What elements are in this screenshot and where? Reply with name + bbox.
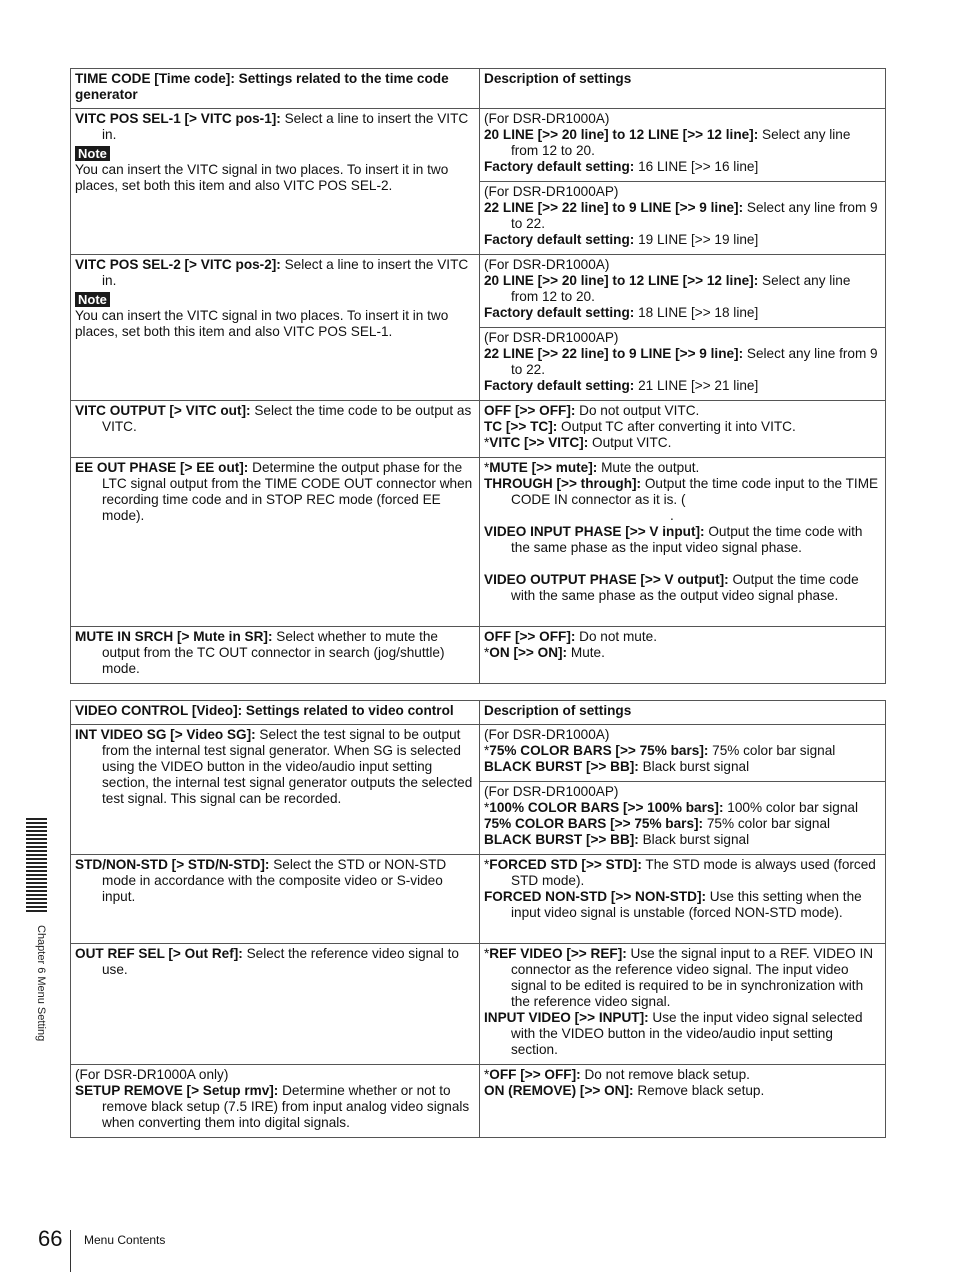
option-label: 75% COLOR BARS [>> 75% bars]: [489,743,709,758]
option-label: 75% COLOR BARS [>> 75% bars]: [484,816,704,831]
footer-section-label: Menu Contents [84,1233,166,1247]
out-ref-sel-cell [71,944,480,1065]
setting-title: VITC POS SEL-1 [> VITC pos-1]: [75,111,281,126]
option-desc: Output the time code input to the TIME CODE IN connector as it is. ( [511,476,879,507]
default-marker: * [484,460,490,475]
vitc-output-settings [480,401,886,458]
option-label: MUTE [>> mute]: [489,460,598,475]
table-row [71,458,886,627]
table-row [71,255,886,328]
time-code-header: TIME CODE [Time code]: Settings related to the time code generator [71,69,480,109]
setting-desc: Select the STD or NON-STD mode in accordance with the composite video or S-video input. [102,857,447,904]
setting-title: MUTE IN SRCH [> Mute in SR]: [75,629,273,644]
vitc-output-cell [71,401,480,458]
option-label: INPUT VIDEO [>> INPUT]: [484,1010,649,1025]
option-label: 20 LINE [>> 20 line] to 12 LINE [>> 12 line]: [484,273,759,288]
option-label: VIDEO OUTPUT PHASE [>> V output]: [484,572,729,587]
description-header: Description of settings [480,701,886,725]
option-label: OFF [>> OFF]: [484,629,576,644]
option-desc: 75% color bar signal [708,743,836,758]
default-marker: * [484,435,490,450]
table-row [71,401,886,458]
option-desc: Select any line from 9 to 22. [511,346,878,377]
page-number: 66 [38,1226,63,1251]
option-label: VIDEO INPUT PHASE [>> V input]: [484,524,705,539]
default-marker: * [484,800,490,815]
table-row [71,944,886,1065]
table-row [71,725,886,782]
std-non-std-settings [480,855,886,944]
option-label: 22 LINE [>> 22 line] to 9 LINE [>> 9 line]: [484,346,744,361]
default-marker: * [484,743,490,758]
vitc2-ap-settings [480,328,886,401]
stray-dot: . [670,508,674,523]
setting-desc: Select the time code to be output as VITC. [102,403,472,434]
table-row [71,1065,886,1138]
factory-default-value: 16 LINE [>> 16 line] [634,159,759,174]
option-desc: Output VITC. [588,435,672,450]
model-label: (For DSR-DR1000AP) [484,184,619,199]
default-marker: * [484,946,490,961]
ee-out-phase-cell [71,458,480,627]
option-desc: Do not mute. [575,629,657,644]
option-label: ON [>> ON]: [489,645,568,660]
option-desc: Output the time code with the same phase as the output video signal phase. [511,572,859,603]
table-row [71,109,886,182]
setup-remove-settings [480,1065,886,1138]
option-desc: 100% color bar signal [723,800,859,815]
option-label: FORCED NON-STD [>> NON-STD]: [484,889,707,904]
option-desc: Output the time code with the same phase as the input video signal phase. [511,524,863,555]
model-label: (For DSR-DR1000A) [484,727,610,742]
table-row [71,855,886,944]
option-label: BLACK BURST [>> BB]: [484,759,639,774]
option-label: 100% COLOR BARS [>> 100% bars]: [489,800,724,815]
setting-title: VITC OUTPUT [> VITC out]: [75,403,251,418]
default-marker: * [484,1067,490,1082]
factory-default-value: 18 LINE [>> 18 line] [634,305,759,320]
option-label: REF VIDEO [>> REF]: [489,946,627,961]
option-desc: Do not output VITC. [575,403,700,418]
table-header-row [71,69,886,109]
note-badge: Note [75,146,110,161]
option-label: FORCED STD [>> STD]: [489,857,642,872]
note-text: You can insert the VITC signal in two places. To insert it in two places, set both this item and also VITC POS SEL-2. [75,162,449,193]
int-video-sg-cell [71,725,480,855]
mute-in-srch-settings [480,627,886,684]
model-label: (For DSR-DR1000A) [484,111,610,126]
setting-desc: Select the reference video signal to use. [102,946,459,977]
factory-default-label: Factory default setting: [484,378,635,393]
note-badge: Note [75,292,110,307]
ee-out-phase-settings [480,458,886,627]
factory-default-value: 19 LINE [>> 19 line] [634,232,759,247]
option-label: OFF [>> OFF]: [489,1067,581,1082]
setting-title: EE OUT PHASE [> EE out]: [75,460,249,475]
option-desc: Remove black setup. [633,1083,765,1098]
setting-desc: Select whether to mute the output from the TC OUT connector in search (jog/shuttle) mode. [102,629,445,676]
factory-default-label: Factory default setting: [484,305,635,320]
setting-desc: Select the test signal to be output from the internal test signal generator. When SG is selected using the VIDEO button in the video/audio input setting section, the internal test signal generator outputs the selected test signal. This signal can be recorded. [102,727,473,806]
video-control-table [70,700,886,1138]
vitc-pos-sel-2-cell [71,255,480,401]
setting-desc: Select a line to insert the VITC in. [102,257,469,288]
int-sg-ap-settings [480,782,886,855]
option-label: 22 LINE [>> 22 line] to 9 LINE [>> 9 line]: [484,200,744,215]
setting-title: SETUP REMOVE [> Setup rmv]: [75,1083,279,1098]
table-header-row [71,701,886,725]
setting-title: VITC POS SEL-2 [> VITC pos-2]: [75,257,281,272]
model-label: (For DSR-DR1000A only) [75,1067,229,1082]
vitc1-ap-settings [480,182,886,255]
setting-desc: Determine the output phase for the LTC signal output from the TIME CODE OUT connector when recording time code and in STOP REC mode (forced EE mode). [102,460,473,523]
setup-remove-cell [71,1065,480,1138]
note-text: You can insert the VITC signal in two places. To insert it in two places, set both this item and also VITC POS SEL-1. [75,308,449,339]
vitc-pos-sel-1-cell [71,109,480,255]
option-desc: Use the input video signal selected with the VIDEO button in the video/audio input setting section. [511,1010,863,1057]
chapter-index-bar [26,818,47,913]
option-desc: Use this setting when the input video signal is unstable (forced NON-STD mode). [511,889,862,920]
option-desc: Output TC after converting it into VITC. [557,419,796,434]
option-desc: Use the signal input to a REF. VIDEO IN connector as the reference video signal. The input video signal to be edited is required to be in synchronization with the reference video signal. [511,946,874,1009]
default-marker: * [484,645,490,660]
default-marker: * [484,857,490,872]
option-desc: Mute. [567,645,605,660]
option-label: VITC [>> VITC]: [489,435,589,450]
mute-in-srch-cell [71,627,480,684]
vitc2-a-settings [480,255,886,328]
description-header: Description of settings [480,69,886,109]
chapter-label: Chapter 6 Menu Setting [35,925,47,1042]
option-desc: Mute the output. [597,460,700,475]
model-label: (For DSR-DR1000AP) [484,784,619,799]
option-desc: Select any line from 9 to 22. [511,200,878,231]
option-desc: Select any line from 12 to 20. [511,273,851,304]
factory-default-label: Factory default setting: [484,159,635,174]
option-label: ON (REMOVE) [>> ON]: [484,1083,634,1098]
table-row [71,627,886,684]
option-desc: Black burst signal [638,832,750,847]
factory-default-value: 21 LINE [>> 21 line] [634,378,759,393]
std-non-std-cell [71,855,480,944]
option-label: TC [>> TC]: [484,419,558,434]
setting-title: STD/NON-STD [> STD/N-STD]: [75,857,270,872]
video-control-header: VIDEO CONTROL [Video]: Settings related to video control [71,701,480,725]
factory-default-label: Factory default setting: [484,232,635,247]
option-desc: The STD mode is always used (forced STD mode). [511,857,876,888]
setting-desc: Determine whether or not to remove black setup (7.5 IRE) from input analog video signals when converting them into digital signals. [102,1083,470,1130]
setting-title: OUT REF SEL [> Out Ref]: [75,946,243,961]
option-label: THROUGH [>> through]: [484,476,642,491]
vitc1-a-settings [480,109,886,182]
option-label: 20 LINE [>> 20 line] to 12 LINE [>> 12 line]: [484,127,759,142]
int-sg-a-settings [480,725,886,782]
option-label: BLACK BURST [>> BB]: [484,832,639,847]
time-code-table [70,68,886,684]
footer-divider [70,1230,71,1272]
setting-title: INT VIDEO SG [> Video SG]: [75,727,256,742]
option-desc: Black burst signal [638,759,750,774]
out-ref-sel-settings [480,944,886,1065]
option-desc: 75% color bar signal [703,816,831,831]
model-label: (For DSR-DR1000A) [484,257,610,272]
option-desc: Do not remove black setup. [580,1067,750,1082]
option-label: OFF [>> OFF]: [484,403,576,418]
model-label: (For DSR-DR1000AP) [484,330,619,345]
option-desc: Select any line from 12 to 20. [511,127,851,158]
setting-desc: Select a line to insert the VITC in. [102,111,469,142]
